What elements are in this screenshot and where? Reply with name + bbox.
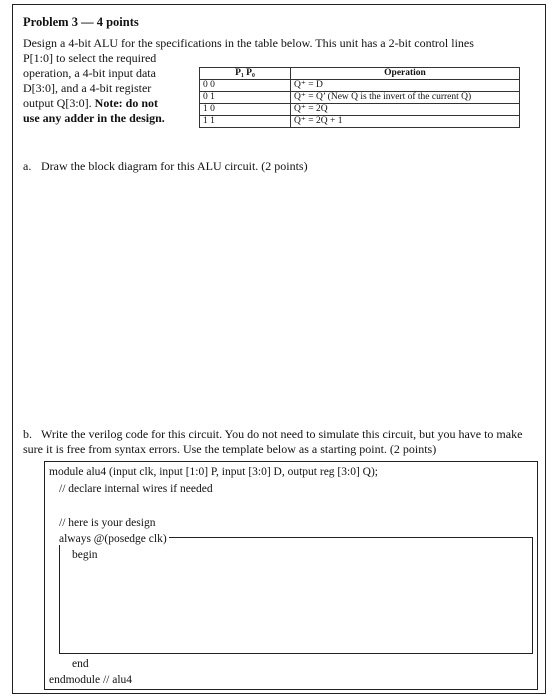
table-row [200, 104, 520, 116]
header-operation: Operation [291, 68, 520, 80]
code-line-module: module alu4 (input clk, input [1:0] P, input [3:0] D, output reg [3:0] Q); [49, 466, 378, 478]
table-row [200, 116, 520, 128]
problem-title: Problem 3 — 4 points [23, 15, 139, 29]
code-line-comment-design: // here is your design [59, 517, 156, 529]
code-template-box [44, 461, 538, 690]
table-cell-control: 0 1 [200, 92, 291, 104]
part-a-text: Draw the block diagram for this ALU circuit. (2 points) [41, 159, 308, 173]
table-cell-control: 1 1 [200, 116, 291, 128]
part-b-text: Write the verilog code for this circuit. You do not need to simulate this circuit, but you have to make sure it is free from syntax errors. Use the template below as a starting point. (2 points) [23, 427, 523, 456]
output-text: output Q[3:0]. [23, 96, 95, 110]
code-line-end: end [72, 658, 89, 670]
table-row [200, 80, 520, 92]
table-cell-operation: Q⁺ = 2Q + 1 [291, 116, 520, 128]
table-cell-control: 1 0 [200, 104, 291, 116]
part-a-question [23, 159, 308, 174]
code-line-begin: begin [72, 549, 98, 561]
description-line-3: D[3:0], and a 4-bit register [23, 81, 152, 95]
problem-intro: Design a 4-bit ALU for the specifications in the table below. This unit has a 2-bit control lines [23, 36, 474, 50]
part-b-question [23, 427, 538, 457]
part-a-label: a. [23, 159, 32, 173]
table-cell-operation: Q⁺ = D [291, 80, 520, 92]
table-cell-operation: Q⁺ = Q’ (New Q is the invert of the current Q) [291, 92, 520, 104]
table-cell-operation: Q⁺ = 2Q [291, 104, 520, 116]
code-line-always: always @(posedge clk) [59, 533, 167, 545]
description-line-2: operation, a 4-bit input data [23, 66, 156, 80]
problem-page [12, 4, 546, 694]
part-b-label: b. [23, 427, 32, 441]
answer-area[interactable] [59, 537, 533, 654]
header-control: P₁ P₀ [200, 68, 291, 80]
note-text-1: Note: do not [94, 96, 158, 110]
description-line-4 [23, 96, 203, 111]
table-cell-control: 0 0 [200, 80, 291, 92]
operation-table [199, 67, 520, 128]
code-line-endmodule: endmodule // alu4 [49, 674, 133, 686]
table-row [200, 92, 520, 104]
note-text-2: use any adder in the design. [23, 111, 165, 125]
problem-description [23, 51, 203, 126]
table-header-row [200, 68, 520, 80]
description-line-1: P[1:0] to select the required [23, 51, 157, 65]
code-line-comment-wires: // declare internal wires if needed [59, 483, 213, 495]
